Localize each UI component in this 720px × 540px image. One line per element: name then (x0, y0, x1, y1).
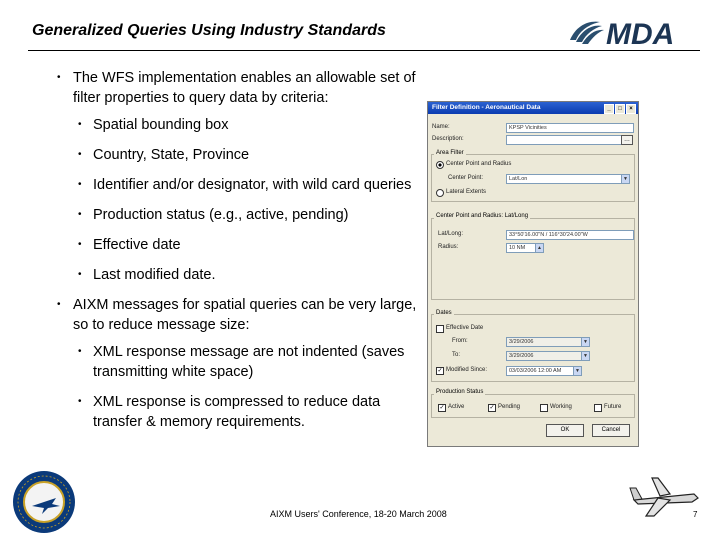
name-label: Name: (432, 124, 450, 130)
bullet-aixm: • AIXM messages for spatial queries can be very large, so to reduce message size: (40, 295, 420, 335)
from-date-value: 3/29/2006 (509, 339, 534, 345)
close-icon[interactable]: × (626, 104, 636, 114)
effective-date-label: Effective Date (446, 325, 484, 331)
modified-since-field[interactable] (506, 366, 582, 376)
radius-label: Radius: (438, 244, 459, 250)
center-point-select[interactable] (506, 174, 630, 184)
lateral-extents-radio[interactable] (436, 189, 444, 197)
status-active-label: Active (448, 404, 465, 410)
chevron-down-icon[interactable]: ▼ (573, 367, 581, 375)
sub-bullet: • Country, State, Province (40, 145, 420, 165)
effective-date-checkbox[interactable] (436, 325, 444, 333)
status-future-label: Future (604, 404, 622, 410)
page-number: 7 (693, 510, 698, 519)
sub-bullet: • XML response message are not indented (saves transmitting white space) (40, 342, 420, 382)
center-radius-label: Center Point and Radius (446, 161, 512, 167)
radius-value: 10 NM (509, 245, 526, 251)
status-future-checkbox[interactable] (594, 404, 602, 412)
area-filter-label: Area Filter (436, 150, 464, 156)
center-radius-radio[interactable] (436, 161, 444, 169)
dialog-titlebar (428, 102, 638, 114)
sub-bullet: • Identifier and/or designator, with wild card queries (40, 175, 420, 195)
filter-definition-dialog (427, 101, 639, 447)
minimize-icon[interactable]: _ (604, 104, 614, 114)
dates-label: Dates (436, 310, 452, 316)
bullet-wfs: • The WFS implementation enables an allowable set of filter properties to query data by criteria: (40, 68, 420, 108)
to-label: To: (452, 352, 461, 358)
faa-seal-logo (12, 470, 76, 534)
mda-logo (566, 14, 700, 50)
status-working-checkbox[interactable] (540, 404, 548, 412)
latlong-label: Lat/Long: (438, 231, 464, 237)
sub-bullet: • Effective date (40, 235, 420, 255)
ok-button[interactable]: OK (546, 424, 584, 437)
chevron-down-icon[interactable]: ▼ (621, 175, 629, 183)
sub-bullet: • Production status (e.g., active, pending) (40, 205, 420, 225)
maximize-icon[interactable]: □ (615, 104, 625, 114)
footer-text: AIXM Users' Conference, 18-20 March 2008 (270, 509, 447, 519)
to-date-value: 3/29/2006 (509, 353, 534, 359)
description-field[interactable] (506, 135, 622, 145)
center-point-label: Center Point: (448, 175, 484, 181)
modified-since-value: 03/03/2006 12:00 AM (509, 368, 562, 374)
sub-bullet: • Spatial bounding box (40, 115, 420, 135)
chevron-down-icon[interactable]: ▼ (581, 352, 589, 360)
dialog-title: Filter Definition - Aeronautical Data (432, 104, 541, 111)
bullet-list (40, 68, 420, 442)
description-label: Description: (432, 136, 464, 142)
from-label: From: (452, 338, 468, 344)
chevron-down-icon[interactable]: ▼ (581, 338, 589, 346)
sub-bullet: • Last modified date. (40, 265, 420, 285)
svg-text:MDA: MDA (606, 18, 675, 50)
description-more-button[interactable]: … (621, 135, 633, 145)
spinner-icon[interactable]: ▲ (535, 244, 543, 252)
production-status-label: Production Status (436, 389, 484, 395)
radius-field[interactable] (506, 243, 544, 253)
modified-since-checkbox[interactable]: ✓ (437, 368, 443, 374)
center-point-value: Lat/Lon (509, 176, 528, 182)
modified-since-label: Modified Since: (446, 367, 488, 373)
status-active-checkbox[interactable]: ✓ (439, 405, 445, 411)
from-date-field[interactable] (506, 337, 590, 347)
status-pending-label: Pending (498, 404, 521, 410)
airplane-icon (628, 472, 700, 522)
status-pending-checkbox[interactable]: ✓ (489, 405, 495, 411)
status-working-label: Working (550, 404, 572, 410)
name-field[interactable]: KPSP Vicinities (506, 123, 634, 133)
sub-bullet: • XML response is compressed to reduce data transfer & memory requirements. (40, 392, 420, 432)
slide-title: Generalized Queries Using Industry Standards (32, 22, 386, 39)
title-divider (28, 50, 700, 51)
to-date-field[interactable] (506, 351, 590, 361)
cancel-button[interactable]: Cancel (592, 424, 630, 437)
center-group-label: Center Point and Radius: Lat/Long (436, 213, 529, 219)
latlong-field[interactable]: 33°50'16.00"N / 116°30'24.00"W (506, 230, 634, 240)
lateral-extents-label: Lateral Extents (446, 189, 487, 195)
